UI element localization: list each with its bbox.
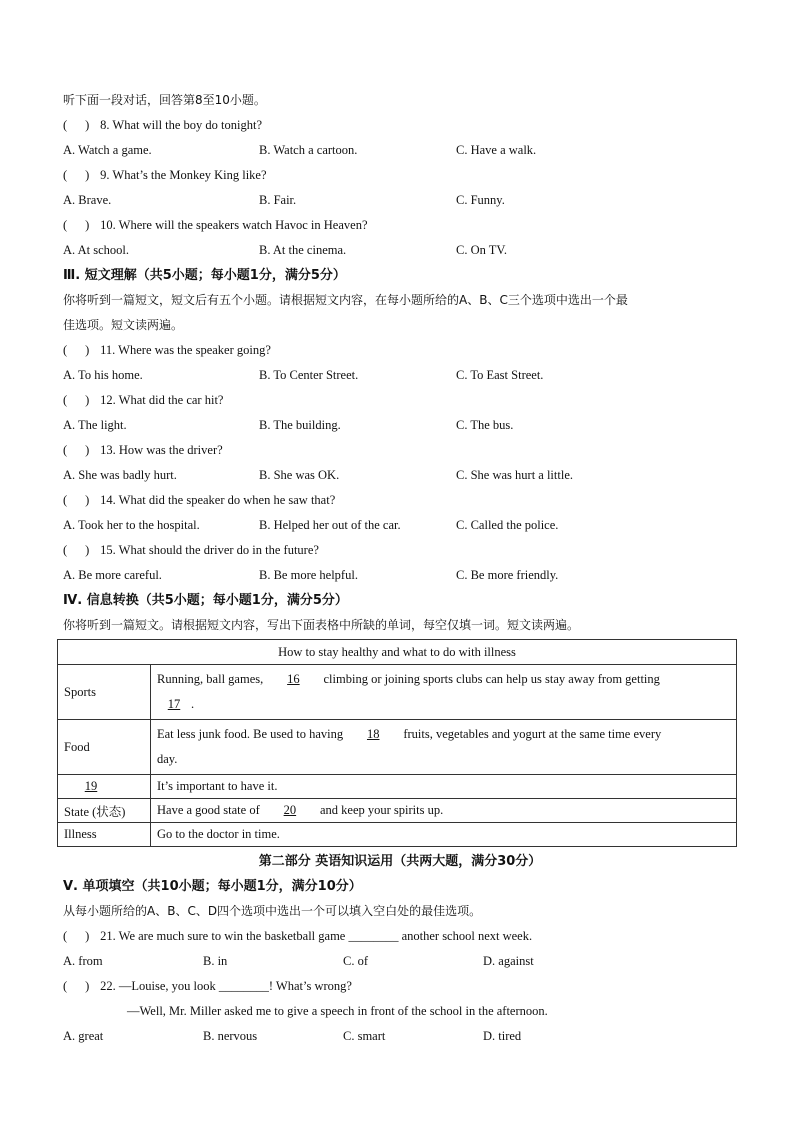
option-a[interactable]: A. The light. xyxy=(63,418,127,432)
option-b[interactable]: B. Be more helpful. xyxy=(259,568,358,582)
option-c[interactable]: C. smart xyxy=(343,1029,386,1043)
row-label-food: Food xyxy=(58,720,151,775)
option-c[interactable]: C. Called the police. xyxy=(456,518,559,532)
question-22-reply: —Well, Mr. Miller asked me to give a speech in front of the school in the afternoon. xyxy=(127,1004,548,1018)
section-3-title: Ⅲ. 短文理解（共5小题；每小题1分，满分5分） xyxy=(63,268,346,283)
info-table xyxy=(57,639,737,847)
options-11 xyxy=(63,363,737,388)
question-text: 22. —Louise, you look ________! What’s wrong? xyxy=(100,979,352,993)
question-22 xyxy=(63,974,737,999)
part-2-title: 第二部分 英语知识运用（共两大题，满分30分） xyxy=(258,854,542,869)
question-14 xyxy=(63,488,737,513)
option-a[interactable]: A. Be more careful. xyxy=(63,568,162,582)
section-5-title: Ⅴ. 单项填空（共10小题；每小题1分，满分10分） xyxy=(63,879,362,894)
option-d[interactable]: D. against xyxy=(483,954,534,968)
answer-paren[interactable]: ( ) xyxy=(63,929,90,943)
row-content-state: Have a good state of 20 and keep your spirits up. xyxy=(151,799,737,823)
option-c[interactable]: C. She was hurt a little. xyxy=(456,468,573,482)
option-b[interactable]: B. Watch a cartoon. xyxy=(259,143,358,157)
question-15 xyxy=(63,538,737,563)
row-label-19 xyxy=(58,775,151,799)
section-4-title: Ⅳ. 信息转换（共5小题；每小题1分，满分5分） xyxy=(63,593,348,608)
option-c[interactable]: C. On TV. xyxy=(456,243,507,257)
listening-intro: 听下面一段对话，回答第8至10小题。 xyxy=(63,93,266,107)
option-b[interactable]: B. To Center Street. xyxy=(259,368,359,382)
row-label-illness: Illness xyxy=(58,823,151,847)
question-text: 13. How was the driver? xyxy=(100,443,223,457)
option-b[interactable]: B. The building. xyxy=(259,418,341,432)
question-text: 21. We are much sure to win the basketball game ________ another school next week. xyxy=(100,929,533,943)
question-8 xyxy=(63,113,737,138)
row-content-19: It’s important to have it. xyxy=(151,775,737,799)
section-5-instructions: 从每小题所给的A、B、C、D四个选项中选出一个可以填入空白处的最佳选项。 xyxy=(63,904,482,918)
option-a[interactable]: A. from xyxy=(63,954,103,968)
question-text: 10. Where will the speakers watch Havoc in Heaven? xyxy=(100,218,368,232)
options-22 xyxy=(63,1024,737,1049)
option-a[interactable]: A. To his home. xyxy=(63,368,143,382)
options-14 xyxy=(63,513,737,538)
table-header: How to stay healthy and what to do with illness xyxy=(58,640,737,665)
blank-20[interactable]: 20 xyxy=(283,803,297,817)
blank-16[interactable]: 16 xyxy=(287,672,300,686)
options-13 xyxy=(63,463,737,488)
options-8 xyxy=(63,138,737,163)
answer-paren[interactable]: ( ) xyxy=(63,218,90,232)
question-text: 12. What did the car hit? xyxy=(100,393,224,407)
question-11 xyxy=(63,338,737,363)
options-10 xyxy=(63,238,737,263)
option-b[interactable]: B. Helped her out of the car. xyxy=(259,518,401,532)
answer-paren[interactable]: ( ) xyxy=(63,979,90,993)
row-label-sports: Sports xyxy=(58,665,151,720)
option-b[interactable]: B. in xyxy=(203,954,228,968)
option-b[interactable]: B. nervous xyxy=(203,1029,258,1043)
option-a[interactable]: A. Brave. xyxy=(63,193,112,207)
exam-page xyxy=(63,88,737,1049)
option-b[interactable]: B. Fair. xyxy=(259,193,297,207)
row-content-food: Eat less junk food. Be used to having 18 fruits, vegetables and yogurt at the same time every day. xyxy=(151,720,737,775)
option-c[interactable]: C. Have a walk. xyxy=(456,143,537,157)
options-9 xyxy=(63,188,737,213)
blank-19[interactable]: 19 xyxy=(84,779,98,793)
answer-paren[interactable]: ( ) xyxy=(63,343,90,357)
option-a[interactable]: A. She was badly hurt. xyxy=(63,468,177,482)
blank-18[interactable]: 18 xyxy=(366,727,380,741)
option-c[interactable]: C. The bus. xyxy=(456,418,514,432)
section-3-instructions-2: 佳选项。短文读两遍。 xyxy=(63,318,184,332)
answer-paren[interactable]: ( ) xyxy=(63,393,90,407)
option-b[interactable]: B. She was OK. xyxy=(259,468,340,482)
options-15 xyxy=(63,563,737,588)
option-a[interactable]: A. Watch a game. xyxy=(63,143,152,157)
option-a[interactable]: A. At school. xyxy=(63,243,129,257)
option-d[interactable]: D. tired xyxy=(483,1029,522,1043)
question-text: 11. Where was the speaker going? xyxy=(100,343,271,357)
row-label-state: State (状态) xyxy=(58,799,151,823)
option-c[interactable]: C. To East Street. xyxy=(456,368,544,382)
row-content-illness: Go to the doctor in time. xyxy=(151,823,737,847)
option-a[interactable]: A. Took her to the hospital. xyxy=(63,518,200,532)
blank-17[interactable]: 17 xyxy=(167,697,181,711)
section-4-instructions: 你将听到一篇短文。请根据短文内容，写出下面表格中所缺的单词，每空仅填一词。短文读两遍。 xyxy=(63,618,580,632)
answer-paren[interactable]: ( ) xyxy=(63,443,90,457)
question-13 xyxy=(63,438,737,463)
answer-paren[interactable]: ( ) xyxy=(63,543,90,557)
section-3-instructions-1: 你将听到一篇短文，短文后有五个小题。请根据短文内容，在每小题所给的A、B、C三个选项中选出一个最 xyxy=(63,293,628,307)
answer-paren[interactable]: ( ) xyxy=(63,118,90,132)
question-text: 14. What did the speaker do when he saw that? xyxy=(100,493,336,507)
option-c[interactable]: C. of xyxy=(343,954,368,968)
question-12 xyxy=(63,388,737,413)
option-c[interactable]: C. Be more friendly. xyxy=(456,568,559,582)
option-a[interactable]: A. great xyxy=(63,1029,104,1043)
options-21 xyxy=(63,949,737,974)
answer-paren[interactable]: ( ) xyxy=(63,493,90,507)
option-b[interactable]: B. At the cinema. xyxy=(259,243,347,257)
question-10 xyxy=(63,213,737,238)
question-text: 9. What’s the Monkey King like? xyxy=(100,168,267,182)
options-12 xyxy=(63,413,737,438)
question-text: 15. What should the driver do in the future? xyxy=(100,543,319,557)
question-21 xyxy=(63,924,737,949)
row-content-sports: Running, ball games, 16 climbing or joining sports clubs can help us stay away from getting 17 . xyxy=(151,665,737,720)
question-text: 8. What will the boy do tonight? xyxy=(100,118,263,132)
question-9 xyxy=(63,163,737,188)
option-c[interactable]: C. Funny. xyxy=(456,193,505,207)
answer-paren[interactable]: ( ) xyxy=(63,168,90,182)
